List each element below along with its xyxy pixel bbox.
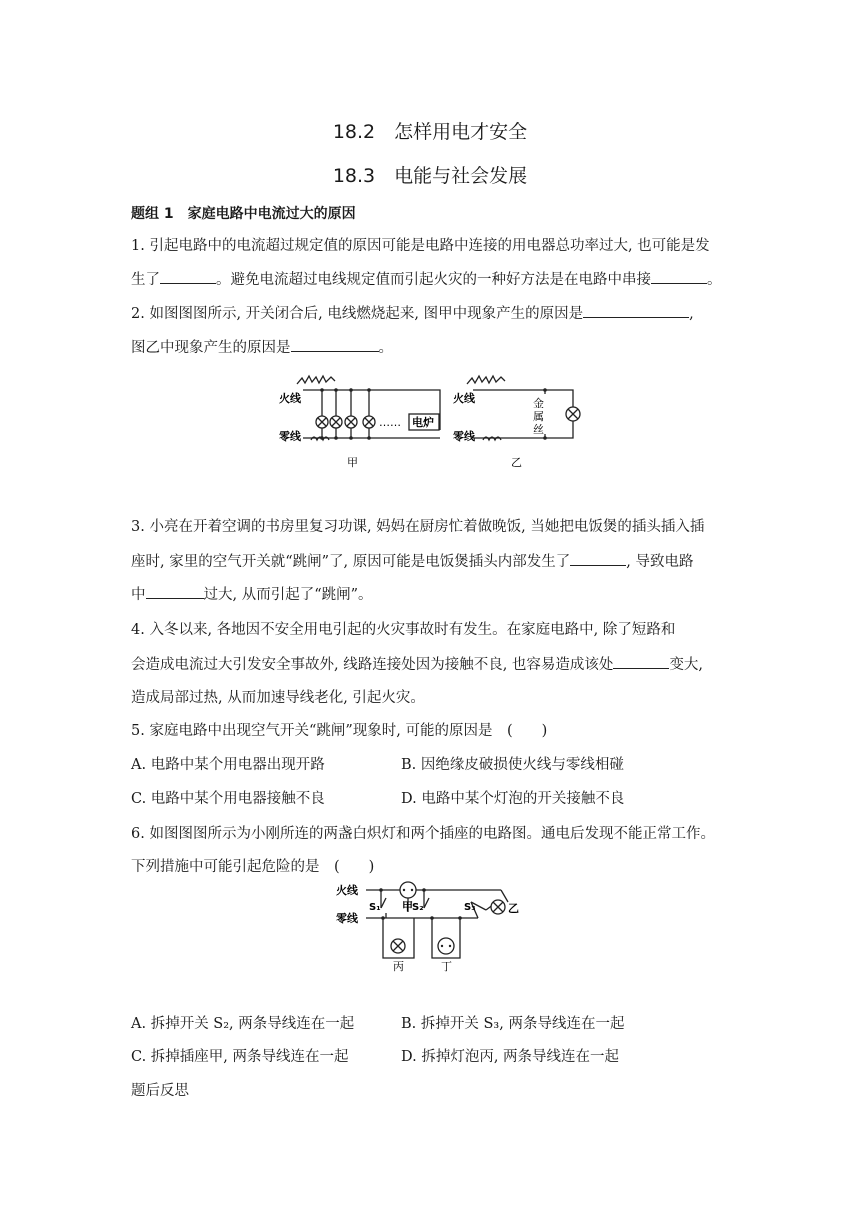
q1-line2 [131,269,722,290]
q4-line3: 造成局部过热, 从而加速导线老化, 引起火灾。 [131,690,425,706]
q6-option-a: A. 拆掉开关 S₂, 两条导线连在一起 [131,1016,355,1032]
q2-text: 2. 如图图图所示, 开关闭合后, 电线燃烧起来, 图甲中现象产生的原因是 [131,306,584,322]
label-s3: S₃ [464,902,476,913]
flame-icon [467,376,505,384]
group-heading: 题组 1 家庭电路中电流过大的原因 [131,206,356,222]
q5-option-a: A. 电路中某个用电器出现开路 [131,757,325,773]
label-dots: …… [379,416,401,429]
title-section-18-2: 18.2 怎样用电才安全 [332,121,528,143]
q3-line3 [131,584,373,605]
label-ding: 丁 [441,960,452,972]
figure-household-circuit [336,880,536,972]
q2-line1 [131,303,694,324]
caption-yi: 乙 [511,456,522,469]
label-metal-2: 属 [533,410,544,423]
label-s1: S₁ [369,902,381,913]
q1-text: 生了 [131,272,160,288]
label-live-2: 火线 [453,392,475,405]
label-stove: 电炉 [412,416,434,429]
title-section-18-3: 18.3 电能与社会发展 [332,165,528,187]
q3-text: , 导致电路 [626,554,694,570]
q3-text: 过大, 从而引起了“跳闸”。 [203,587,373,603]
label-bing: 丙 [393,960,404,972]
flame-icon [297,376,335,384]
label-s2: S₂ [412,902,424,913]
answer-blank [291,337,379,352]
q5-option-b: B. 因绝缘皮破损使火线与零线相碰 [401,757,624,773]
q2-line2 [131,337,393,358]
q1-text: 。 [707,272,722,288]
q2-text: 。 [378,340,393,356]
reflection-heading: 题后反思 [131,1083,189,1099]
q3-line2 [131,551,693,572]
label-live: 火线 [279,392,301,405]
label-neutral-2: 零线 [453,430,475,443]
q4-line2 [131,654,703,675]
q2-text: 图乙中现象产生的原因是 [131,340,291,356]
q6-option-c: C. 拆掉插座甲, 两条导线连在一起 [131,1049,349,1065]
figure-short-circuit-overload [275,370,595,472]
q3-text: 座时, 家里的空气开关就“跳闸”了, 原因可能是电饭煲插头内部发生了 [131,554,571,570]
label-yi: 乙 [508,902,519,915]
answer-blank [651,269,707,284]
answer-blank [570,551,626,566]
answer-blank [583,303,689,318]
answer-blank [146,584,204,599]
answer-blank [613,654,669,669]
q5-option-d: D. 电路中某个灯泡的开关接触不良 [401,791,625,807]
caption-jia: 甲 [347,456,358,469]
q5-option-c: C. 电路中某个用电器接触不良 [131,791,325,807]
q1-line1: 1. 引起电路中的电流超过规定值的原因可能是电路中连接的用电器总功率过大, 也可能是发 [131,238,710,254]
q4-line1: 4. 入冬以来, 各地因不安全用电引起的火灾事故时有发生。在家庭电路中, 除了短路和 [131,622,676,638]
q4-text: 会造成电流过大引发安全事故外, 线路连接处因为接触不良, 也容易造成该处 [131,657,614,673]
label-jia: 甲 [402,900,413,913]
label-neutral: 零线 [336,912,358,925]
label-neutral: 零线 [279,430,301,443]
q4-text: 变大, [669,657,704,673]
q6-line2: 下列措施中可能引起危险的是 ( ) [131,859,375,875]
label-live: 火线 [336,884,358,897]
q6-line1: 6. 如图图图所示为小刚所连的两盏白炽灯和两个插座的电路图。通电后发现不能正常工作。 [131,826,715,842]
q6-option-b: B. 拆掉开关 S₃, 两条导线连在一起 [401,1016,625,1032]
q5-stem: 5. 家庭电路中出现空气开关“跳闸”现象时, 可能的原因是 ( ) [131,723,548,739]
q1-text: 。避免电流超过电线规定值而引起火灾的一种好方法是在电路中串接 [216,272,651,288]
q3-line1: 3. 小亮在开着空调的书房里复习功课, 妈妈在厨房忙着做晚饭, 当她把电饭煲的插头插入插 [131,519,705,535]
label-metal-1: 金 [533,397,544,410]
answer-blank [160,269,216,284]
q2-text: , [689,306,694,322]
label-metal-3: 丝 [533,423,544,436]
q3-text: 中 [131,587,146,603]
q6-option-d: D. 拆掉灯泡丙, 两条导线连在一起 [401,1049,620,1065]
